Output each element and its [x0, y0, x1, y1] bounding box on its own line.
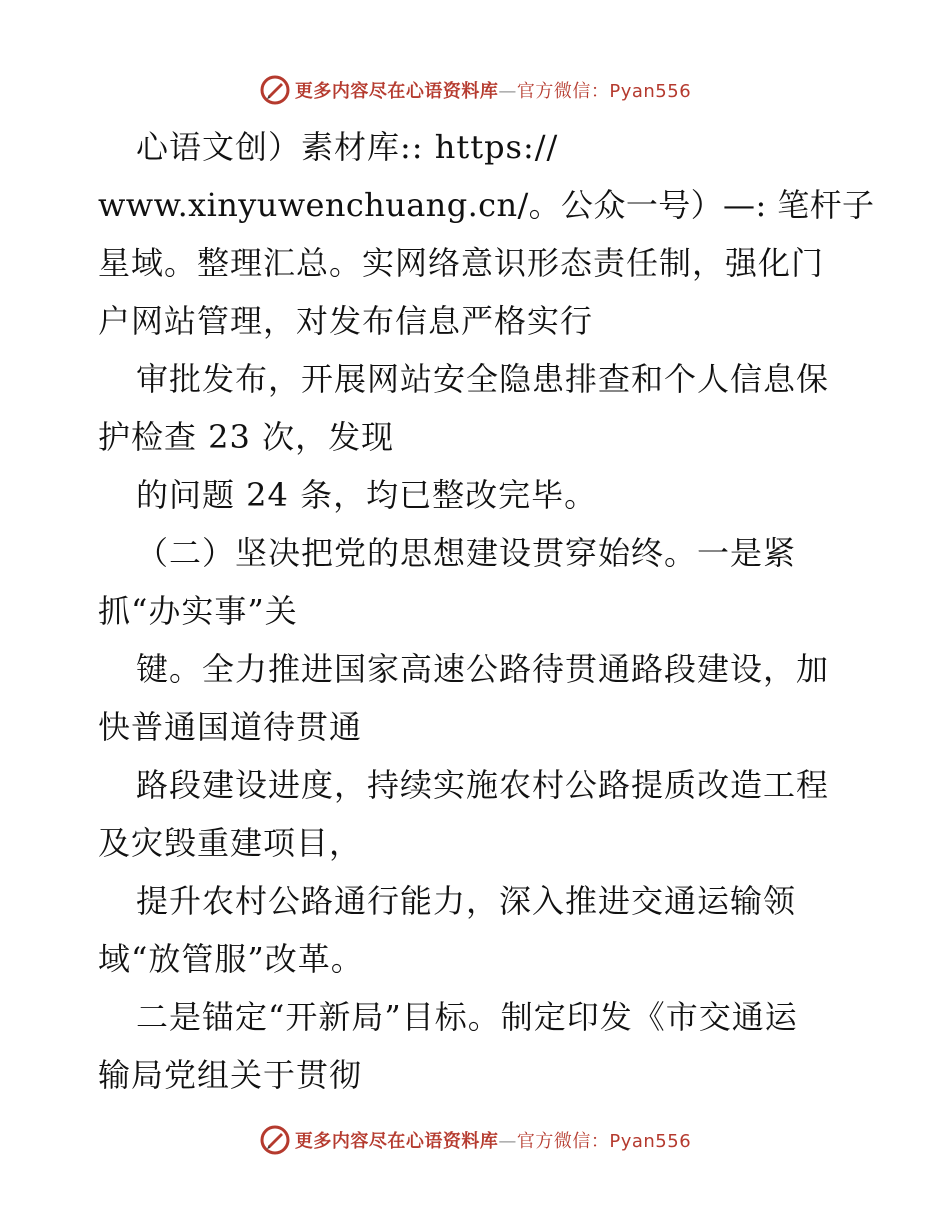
document-body: [98, 118, 875, 1104]
text-line: 的问题 24 条，均已整改完毕。: [136, 476, 598, 514]
text-line: 抓“办实事”关: [98, 592, 298, 630]
text-line: 及灾毁重建项目，: [98, 824, 363, 862]
banner-main-text: 更多内容尽在心语资料库: [294, 1131, 499, 1152]
text-line: 快普通国道待贯通: [98, 708, 363, 746]
banner-text: [295, 77, 691, 103]
text-line: 输局党组关于贯彻: [98, 1056, 363, 1094]
text-line: 二是锚定“开新局”目标。制定印发《市交通运: [136, 998, 798, 1036]
footer-banner: [0, 1120, 950, 1160]
banner-text: [295, 1127, 691, 1153]
text-line: www.xinyuwenchuang.cn/。公众一号）—: 笔杆子: [98, 186, 875, 224]
banner-wechat-text: 官方微信：Pyan556: [516, 81, 692, 102]
text-line: 域“放管服”改革。: [98, 940, 364, 978]
header-banner: [0, 70, 950, 110]
text-line: 心语文创）素材库:: https://: [136, 128, 559, 166]
banner-separator: —: [498, 1131, 517, 1152]
text-line: 星域。整理汇总。实网络意识形态责任制，强化门: [98, 244, 825, 282]
banner-wechat-text: 官方微信：Pyan556: [516, 1131, 692, 1152]
text-line: 键。全力推进国家高速公路待贯通路段建设，加: [136, 650, 830, 688]
text-line: 提升农村公路通行能力，深入推进交通运输领: [136, 882, 797, 920]
pen-logo-icon: [259, 74, 291, 106]
text-line: 护检查 23 次，发现: [98, 418, 395, 456]
pen-logo-icon: [259, 1124, 291, 1156]
text-line: 审批发布，开展网站安全隐患排查和个人信息保: [136, 360, 830, 398]
banner-main-text: 更多内容尽在心语资料库: [294, 81, 499, 102]
banner-separator: —: [498, 81, 517, 102]
text-line: 路段建设进度，持续实施农村公路提质改造工程: [136, 766, 830, 804]
text-line: （二）坚决把党的思想建设贯穿始终。一是紧: [136, 534, 797, 572]
text-line: 户网站管理，对发布信息严格实行: [98, 302, 594, 340]
